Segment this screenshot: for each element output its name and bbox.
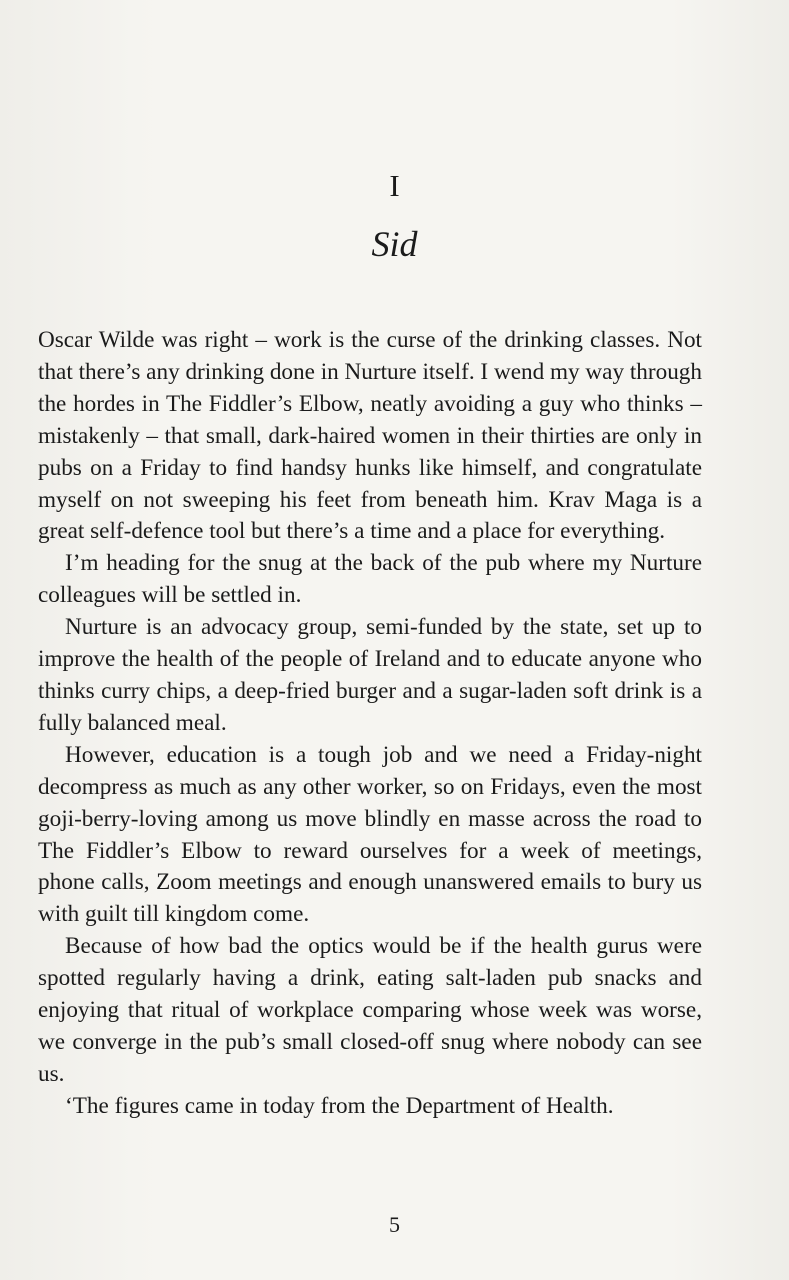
paragraph: I’m heading for the snug at the back of the pub where my Nurture colleagues will be settled in. [38, 550, 702, 609]
page-number: 5 [389, 1212, 400, 1237]
paragraph: Nurture is an advocacy group, semi-funded by the state, set up to improve the health of the people of Ireland and to educate anyone who thinks curry chips, a deep-fried burger and a sugar-laden soft drink is a fully balanced meal. [38, 614, 702, 736]
paragraph: Oscar Wilde was right – work is the curse of the drinking classes. Not that there’s any drinking done in Nurture itself. I wend my way through the hordes in The Fiddler’s Elbow, neatly avoiding a guy who thinks – mistakenly – that small, dark-haired women in their thirties are only in pubs on a Friday to find handsy hunks like himself, and congratulate myself on not sweeping his feet from beneath him. Krav Maga is a great self-defence tool but there’s a time and a place for everything. [38, 327, 702, 545]
paragraph: ‘The figures came in today from the Department of Health. [65, 1092, 614, 1119]
chapter-title: Sid [371, 224, 418, 264]
paragraph: However, education is a tough job and we need a Friday-night decompress as much as any other worker, so on Fridays, even the most goji-berry-loving among us move blindly en masse across the road to The Fiddler’s Elbow to reward ourselves for a week of meetings, phone calls, Zoom meetings and enough unanswered emails to bury us with guilt till kingdom come. [38, 741, 702, 928]
paragraph: Because of how bad the optics would be if the health gurus were spotted regularly having a drink, eating salt-laden pub snacks and enjoying that ritual of workplace comparing whose week was worse, we converge in the pub’s small closed-off snug where nobody can see us. [38, 933, 702, 1087]
chapter-number: I [389, 168, 400, 203]
chapter-body [38, 325, 702, 1123]
